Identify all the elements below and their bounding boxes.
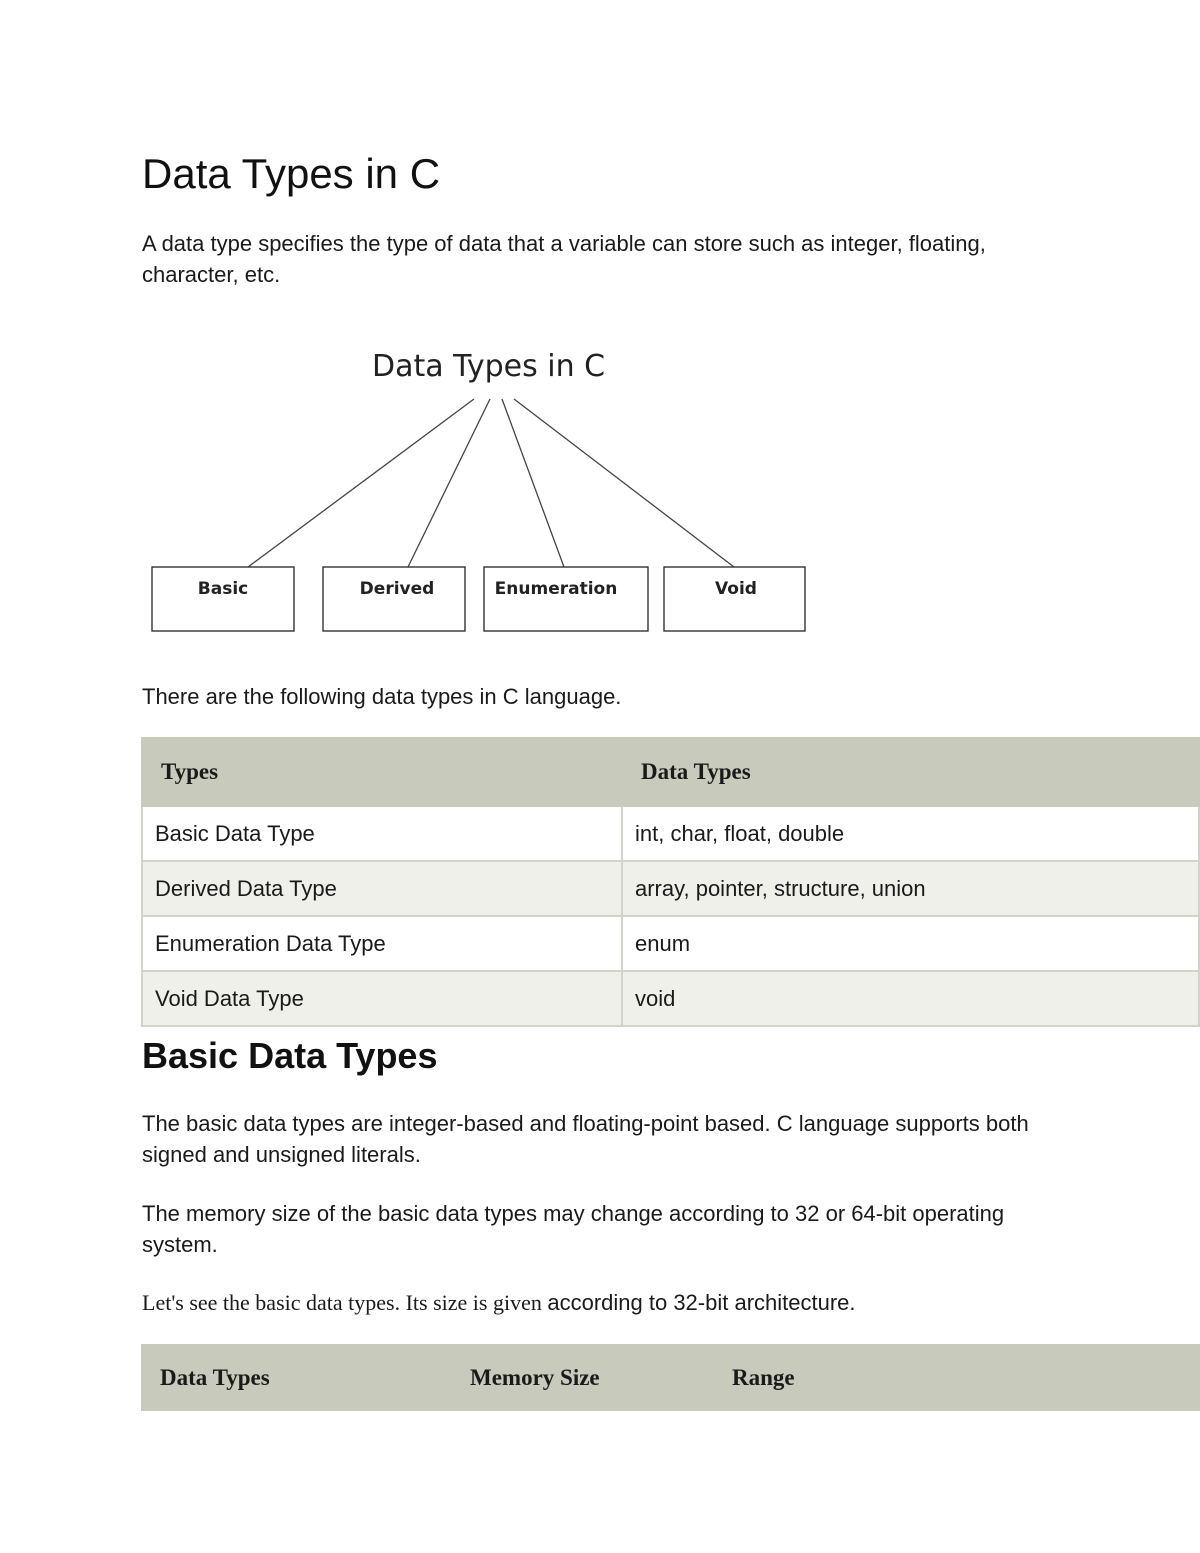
basic-paragraph-3-start: Let's see the basic data types. Its size is given <box>142 1290 542 1315</box>
table-cell: Enumeration Data Type <box>142 916 622 971</box>
table-cell: enum <box>622 916 1199 971</box>
table-cell: int, char, float, double <box>622 806 1199 861</box>
data-types-diagram <box>140 335 820 645</box>
intro-paragraph: A data type specifies the type of data that a variable can store such as integer, floating, character, etc. <box>142 231 986 287</box>
diagram-title: Data Types in C <box>372 349 606 384</box>
basic-paragraph-3 <box>142 1287 1082 1318</box>
table-cell: Void Data Type <box>142 971 622 1026</box>
basic-paragraph-2: The memory size of the basic data types may change according to 32 or 64-bit operating system. <box>142 1201 1005 1257</box>
following-text: There are the following data types in C language. <box>142 684 622 709</box>
basic-paragraph-1: The basic data types are integer-based and floating-point based. C language supports both signed and unsigned literals. <box>142 1111 1029 1167</box>
node-label-void: Void <box>715 579 757 599</box>
diagram-node-derived <box>323 567 465 631</box>
types-table <box>141 737 1200 1027</box>
table-cell: Basic Data Type <box>142 806 622 861</box>
table-cell: array, pointer, structure, union <box>622 861 1199 916</box>
table-row <box>142 971 1199 1026</box>
table-row <box>142 916 1199 971</box>
header-data-types: Data Types <box>622 738 1199 806</box>
table-cell: void <box>622 971 1199 1026</box>
basic-table-header <box>141 1344 1200 1411</box>
diagram-connectors <box>248 399 734 567</box>
diagram-node-void <box>664 567 805 631</box>
table-cell: Derived Data Type <box>142 861 622 916</box>
section-heading: Basic Data Types <box>142 1035 438 1076</box>
table-row <box>142 806 1199 861</box>
header-types: Types <box>142 738 622 806</box>
diagram-node-basic <box>152 567 294 631</box>
header-range: Range <box>713 1344 1200 1411</box>
basic-types-table <box>141 1344 1200 1411</box>
node-label-derived: Derived <box>359 579 435 599</box>
header-data-types: Data Types <box>141 1344 451 1411</box>
basic-paragraph-3-end: according to 32-bit architecture. <box>547 1290 856 1315</box>
table-row <box>142 861 1199 916</box>
node-label-enumeration: Enumeration <box>494 579 618 599</box>
diagram-node-enumeration <box>484 567 648 631</box>
header-memory-size: Memory Size <box>451 1344 713 1411</box>
page-title: Data Types in C <box>142 150 441 197</box>
node-label-basic: Basic <box>197 579 249 599</box>
types-table-header <box>142 738 1199 806</box>
